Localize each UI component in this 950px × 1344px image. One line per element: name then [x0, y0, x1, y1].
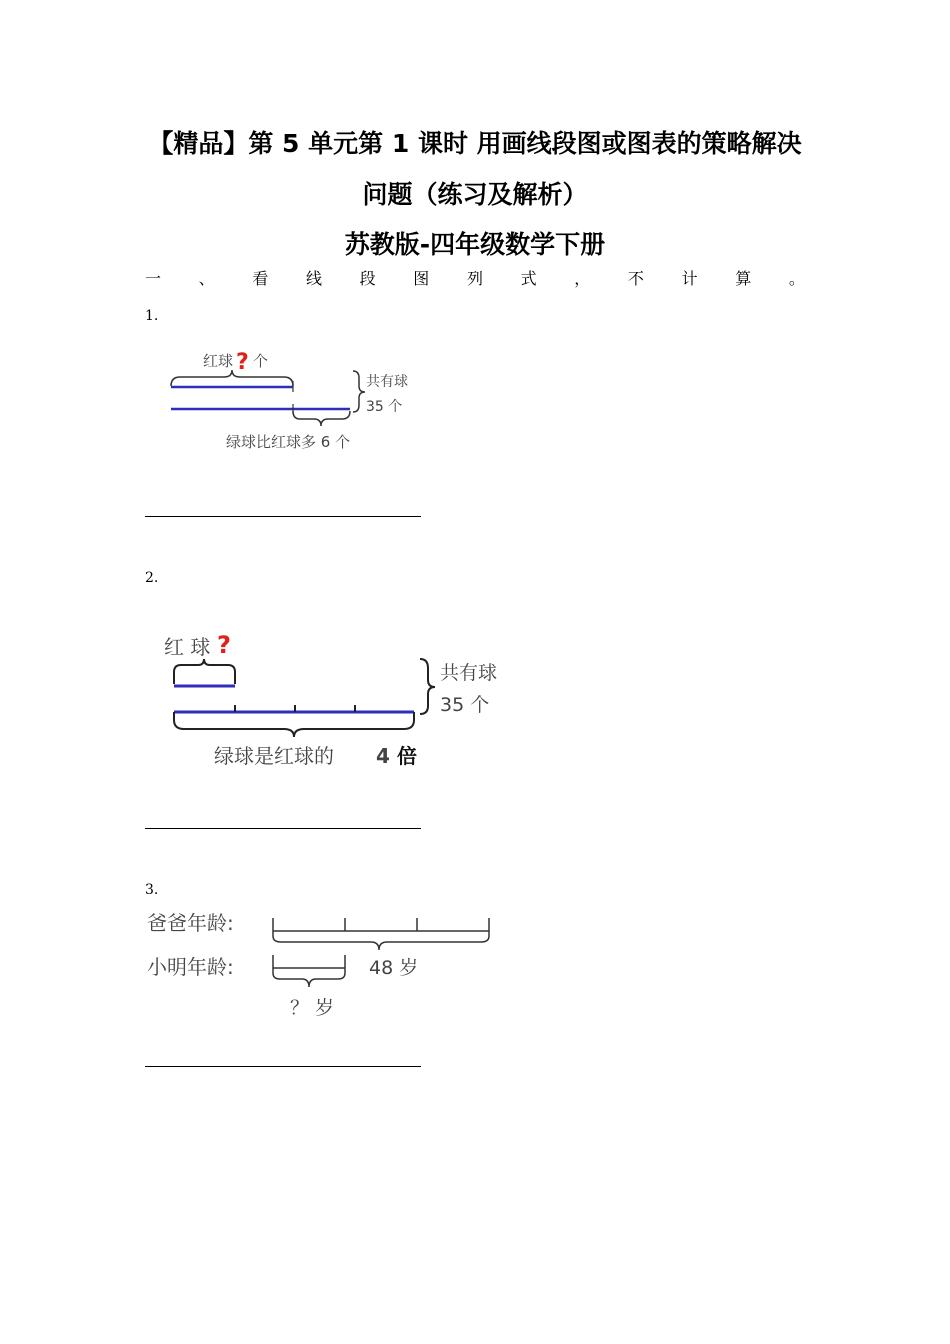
question-mark-icon: ?: [236, 350, 249, 375]
section-heading-char: 段: [359, 269, 376, 288]
page-subtitle: 苏教版-四年级数学下册: [344, 230, 606, 259]
section-heading-char: 计: [681, 269, 698, 288]
diagram-2: [164, 631, 497, 768]
section-heading-char: 线: [305, 269, 322, 288]
diagram-1: [171, 350, 408, 451]
question-1-number: 1.: [145, 308, 159, 324]
section-heading-char: 图: [413, 269, 430, 288]
total-brace: [420, 659, 435, 714]
section-heading-char: 一: [145, 269, 162, 288]
times-unit: 倍: [397, 744, 417, 768]
total-label-line-2: 35 个: [366, 399, 403, 415]
total-label-line-1: 共有球: [440, 662, 498, 684]
section-heading-char: 式: [520, 269, 537, 288]
question-2-number: 2.: [145, 570, 159, 586]
dad-age-label: 爸爸年龄:: [147, 911, 234, 935]
total-age-label: 48 岁: [369, 957, 419, 979]
section-heading-char: 看: [252, 269, 269, 288]
page-title: 【精品】第 5 单元第 1 课时 用画线段图或图表的策略解决: [148, 129, 802, 158]
question-3-number: 3.: [145, 882, 159, 898]
section-heading-char: 算: [735, 269, 752, 288]
question-mark-icon: ?: [217, 631, 231, 659]
times-brace: [174, 712, 414, 737]
total-label-line-1: 共有球: [366, 374, 408, 390]
red-brace: [171, 370, 293, 386]
unknown-brace: [273, 968, 345, 987]
son-age-label: 小明年龄:: [147, 955, 234, 979]
total-label-line-2: 35 个: [440, 694, 490, 716]
total-brace: [273, 931, 489, 950]
diagram-3: [147, 911, 489, 1019]
red-brace: [174, 659, 235, 684]
page-title-line-2: 问题（练习及解析）: [362, 180, 588, 209]
section-heading-char: 不: [627, 269, 644, 288]
difference-brace: [293, 411, 350, 426]
difference-label: 绿球比红球多 6 个: [226, 433, 351, 451]
section-heading-char: 列: [466, 269, 483, 288]
times-value: 4: [376, 744, 390, 768]
section-heading-char: ，: [574, 269, 591, 288]
unit-label: 个: [253, 352, 269, 370]
red-ball-label: 红球: [203, 352, 234, 370]
red-ball-label: 红 球: [164, 635, 211, 659]
section-heading-char: 。: [788, 269, 805, 288]
total-brace: [353, 371, 365, 412]
unknown-age-label: ？ 岁: [290, 997, 335, 1019]
times-label: 绿球是红球的: [214, 744, 334, 768]
section-heading-char: 、: [198, 269, 215, 288]
